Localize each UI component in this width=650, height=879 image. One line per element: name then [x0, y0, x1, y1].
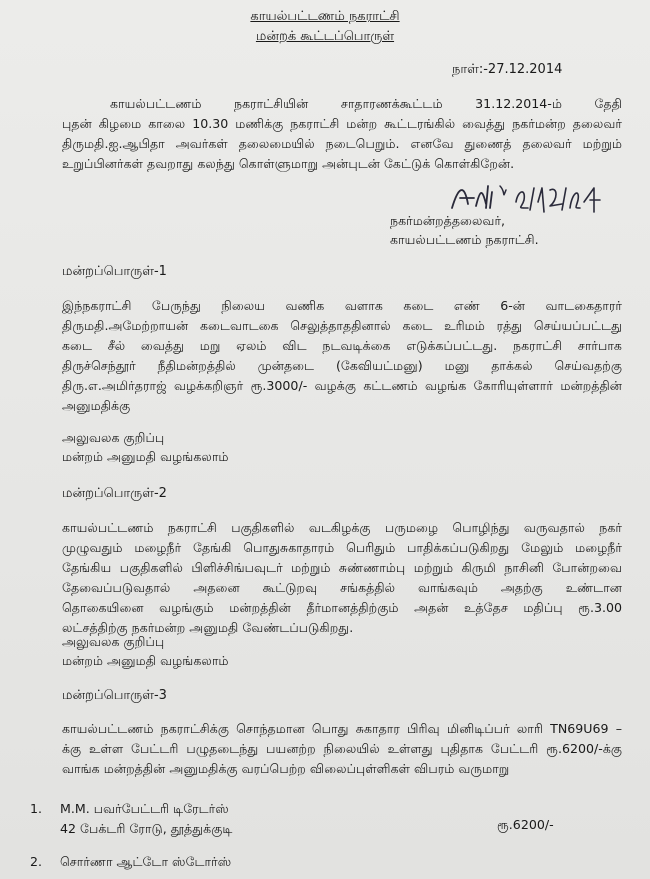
section-line: இந்நகராட்சி பேருந்து நிலைய வணிக வளாக கடை எண் 6-ன் வாடகைதாரர்: [62, 298, 622, 313]
section-3-body: [62, 719, 622, 779]
section-line: தேங்கிய பகுதிகளில் பிளிச்சிங்பவுடர் மற்றும் சுண்ணாம்பு மற்றும் கிருமி நாசினி போன்றவை: [62, 560, 622, 575]
section-2-note-text: மன்றம் அனுமதி வழங்கலாம்: [62, 653, 229, 668]
signatory-office: காயல்பட்டணம் நகராட்சி.: [390, 232, 539, 247]
section-line: வாங்க மன்றத்தின் அனுமதிக்கு வரப்பெற்ற விலைப்புள்ளிகள் விபரம் வருமாறு: [62, 761, 510, 776]
section-line: காயல்பட்டணம் நகராட்சி பகுதிகளில் வடகிழக்கு பருமழை பொழிந்து வருவதால் நகர்: [62, 520, 622, 535]
document-subtitle: மன்றக் கூட்டப்பொருள்: [255, 29, 395, 44]
signatory-designation: நகர்மன்றத்தலைவர்,: [390, 213, 506, 228]
section-line: முழுவதும் மழைநீர் தேங்கி பொதுசுகாதாரம் பெரிதும் பாதிக்கப்படுகிறது மேலும் மழைநீர்: [62, 540, 622, 555]
section-line: திருச்செந்தூர் நீதிமன்றத்தில் முன்தடை (கேவியட்மனு) மனு தாக்கல் செய்வதற்கு: [62, 358, 622, 373]
section-2-heading: மன்றப்பொருள்-2: [62, 486, 167, 501]
section-line: கடை சீல் வைத்து மறு ஏலம் விட நடவடிக்கை எடுக்கப்பட்டது. நகராட்சி சார்பாக: [62, 338, 622, 353]
section-line: திரு.எ.அமிர்தராஜ் வழக்கறிஞர் ரூ.3000/- வழக்கு கட்டணம் வழங்க கோரியுள்ளார் மன்றத்தின்: [62, 378, 622, 393]
intro-line: புதன் கிழமை காலை 10.30 மணிக்கு நகராட்சி மன்ற கூட்டரங்கில் வைத்து நகர்மன்ற தலைவர்: [62, 116, 622, 131]
vendor-1-number: 1.: [30, 801, 43, 816]
document-date: நாள்:-27.12.2014: [452, 62, 563, 77]
section-line: அனுமதிக்கு: [62, 398, 131, 413]
section-2-body: [62, 518, 622, 638]
intro-line: திருமதி.ஐ.ஆபிதா அவர்கள் தலைமையில் நடைபெறும். எனவே துணைத் தலைவர் மற்றும்: [62, 136, 622, 151]
section-line: தேவைப்படுவதால் அதனை கூட்டுறவு சங்கத்தில் வாங்கவும் அதற்கு உண்டான: [62, 580, 622, 595]
section-line: லட்சத்திற்கு நகர்மன்ற அனுமதி வேண்டப்படுகிறது.: [62, 620, 354, 635]
vendor-2-number: 2.: [30, 854, 43, 869]
handwritten-signature: [446, 178, 626, 218]
section-line: காயல்பட்டணம் நகராட்சிக்கு சொந்தமான பொது சுகாதார பிரிவு மினிடிப்பர் லாரி TN69U69 –: [62, 721, 622, 736]
section-line: தொகையினை வழங்கும் மன்றத்தின் தீர்மானத்திற்கும் அதன் உத்தேச மதிப்பு ரூ.3.00: [62, 600, 622, 615]
section-2-note-label: அலுவலக குறிப்பு: [62, 634, 165, 649]
section-1-note-label: அலுவலக குறிப்பு: [62, 430, 165, 445]
section-3-heading: மன்றப்பொருள்-3: [62, 688, 167, 703]
section-line: திருமதி.அமேற்றாயன் கடைவாடகை செலுத்தாததினால் கடை உரிமம் ரத்து செய்யப்பட்டது: [62, 318, 622, 333]
vendor-1-amount: ரூ.6200/-: [497, 817, 554, 832]
section-1-body: [62, 296, 622, 416]
vendor-2-name: சொர்ணா ஆட்டோ ஸ்டோர்ஸ்: [60, 854, 232, 869]
section-1-note-text: மன்றம் அனுமதி வழங்கலாம்: [62, 449, 229, 464]
section-1-heading: மன்றப்பொருள்-1: [62, 264, 167, 279]
document-title: காயல்பட்டணம் நகராட்சி: [250, 9, 400, 24]
vendor-1-address: 42 பேக்டரி ரோடு, தூத்துக்குடி: [60, 821, 233, 836]
vendor-1-name: M.M. பவர்பேட்டரி டிரேடர்ஸ்: [60, 801, 229, 816]
intro-line: காயல்பட்டணம் நகராட்சியின் சாதாரணக்கூட்டம் 31.12.2014-ம் தேதி: [110, 96, 622, 111]
section-line: க்கு உள்ள பேட்டரி பழுதடைந்து பயனற்ற நிலையில் உள்ளது புதிதாக பேட்டரி ரூ.6200/-க்கு: [62, 741, 622, 756]
intro-line: உறுப்பினர்கள் தவறாது கலந்து கொள்ளுமாறு அன்புடன் கேட்டுக் கொள்கிறேன்.: [62, 156, 515, 171]
intro-paragraph: [62, 94, 622, 174]
